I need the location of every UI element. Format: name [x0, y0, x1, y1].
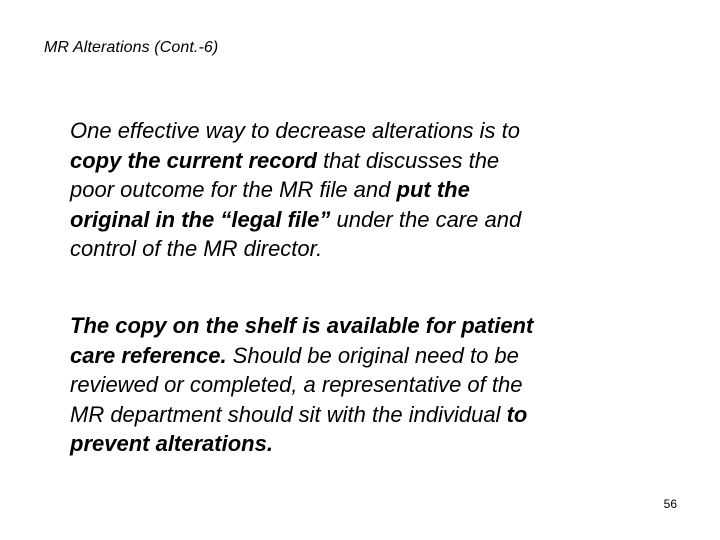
- p2-line2-rest: Should be original need to be: [226, 342, 519, 368]
- p2-bold-prevent-alterations: prevent alterations.: [70, 431, 273, 456]
- p1-bold-copy-current-record: copy the current record: [70, 147, 317, 173]
- p1-line4-rest: under the care and: [330, 206, 522, 232]
- page-number: 56: [663, 497, 677, 511]
- p1-bold-put-the: put the: [396, 177, 470, 202]
- p2-line4: MR department should sit with the individual: [70, 401, 507, 427]
- p2-bold-line1: The copy on the shelf is available for patient: [70, 313, 534, 338]
- p1-line5: control of the MR director.: [70, 236, 323, 261]
- paragraph-1: [70, 116, 680, 264]
- p2-line3: reviewed or completed, a representative of the: [70, 372, 523, 397]
- p2-bold-to: to: [506, 401, 528, 427]
- p1-line2-rest: that discusses the: [316, 147, 500, 173]
- p1-line1: One effective way to decrease alterations is to: [70, 118, 521, 143]
- p1-line3: poor outcome for the MR file and: [70, 177, 397, 202]
- paragraph-2: [70, 311, 680, 459]
- slide-title: MR Alterations (Cont.-6): [44, 39, 219, 56]
- p2-bold-care-reference: care reference.: [70, 342, 227, 368]
- p1-bold-original-legal-file: original in the “legal file”: [70, 206, 331, 232]
